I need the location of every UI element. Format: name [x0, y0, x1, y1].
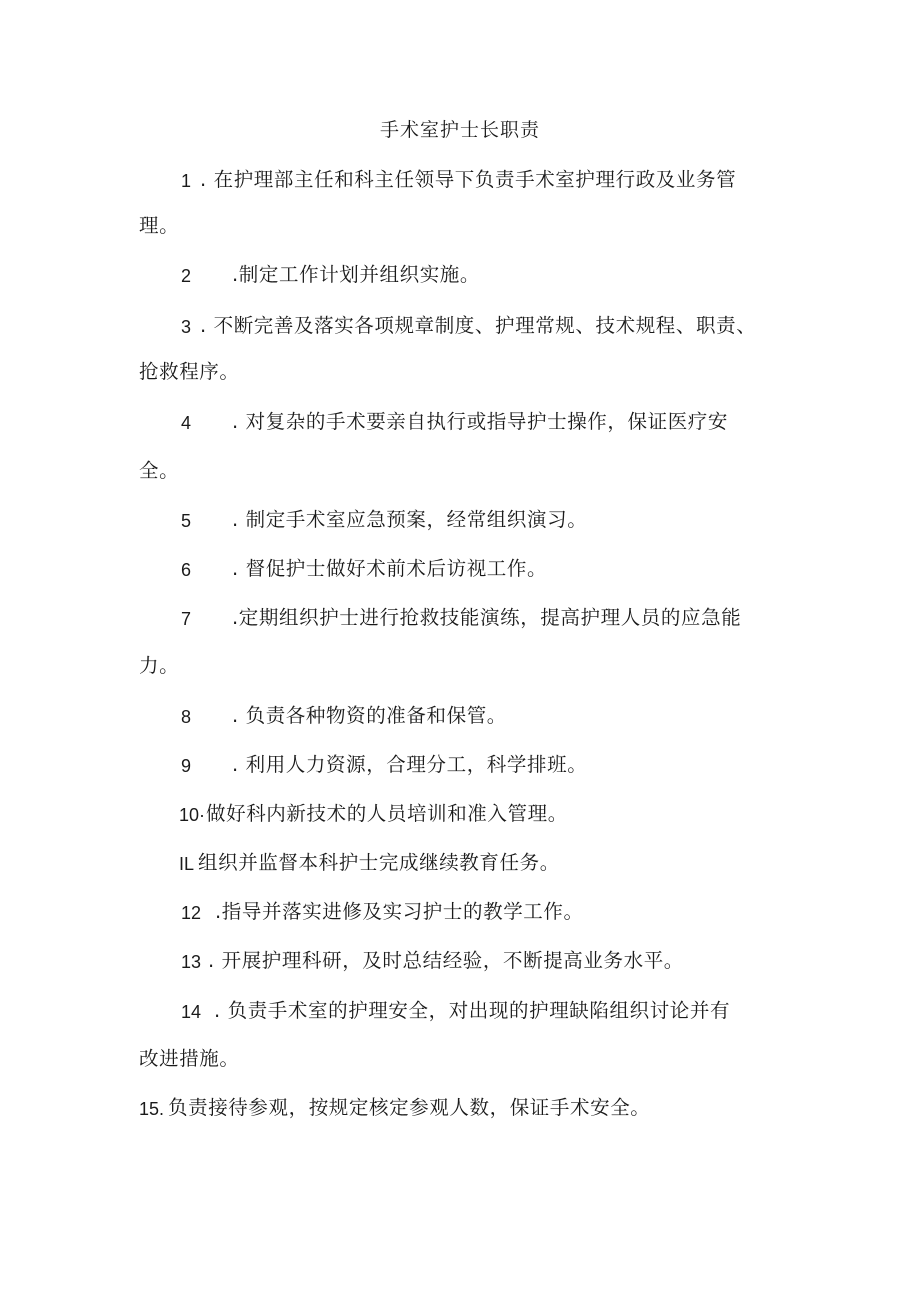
item-10-text: 做好科内新技术的人员培训和准入管理。: [206, 802, 568, 825]
item-6-text: . 督促护士做好术前术后访视工作。: [232, 557, 548, 580]
item-4-continuation: 全。: [139, 459, 180, 482]
item-13-text: . 开展护理科研，及时总结经验，不断提高业务水平。: [208, 949, 684, 972]
item-7-number: 7: [181, 609, 192, 629]
item-10-number: 10·: [179, 805, 206, 825]
item-11-text: 组织并监督本科护士完成继续教育任务。: [198, 851, 560, 874]
item-6-number: 6: [181, 560, 192, 580]
document-title: 手术室护士长职责: [379, 119, 540, 141]
item-12-number: 12: [181, 903, 202, 923]
item-2-number: 2: [181, 266, 192, 286]
item-3-text: . 不断完善及落实各项规章制度、护理常规、技术规程、职责、: [200, 314, 757, 337]
item-5-text: . 制定手术室应急预案，经常组织演习。: [232, 508, 588, 531]
item-8-number: 8: [181, 707, 192, 727]
item-1-continuation: 理。: [139, 214, 180, 237]
item-14-text: . 负责手术室的护理安全，对出现的护理缺陷组织讨论并有: [214, 999, 731, 1022]
item-8-text: . 负责各种物资的准备和保管。: [232, 704, 507, 727]
item-15-number: 15.: [139, 1099, 165, 1119]
item-13-number: 13: [181, 952, 202, 972]
item-9-number: 9: [181, 756, 192, 776]
item-5-number: 5: [181, 511, 192, 531]
item-14-number: 14: [181, 1002, 202, 1022]
item-3-number: 3: [181, 317, 192, 337]
item-2-text: .制定工作计划并组织实施。: [232, 263, 480, 286]
item-1-text: . 在护理部主任和科主任领导下负责手术室护理行政及业务管: [200, 168, 737, 191]
item-3-continuation: 抢救程序。: [139, 360, 240, 383]
item-4-text: . 对复杂的手术要亲自执行或指导护士操作，保证医疗安: [232, 410, 728, 433]
item-7-text: .定期组织护士进行抢救技能演练，提高护理人员的应急能: [232, 606, 742, 629]
item-12-text: .指导并落实进修及实习护士的教学工作。: [215, 900, 584, 923]
item-4-number: 4: [181, 413, 192, 433]
item-15-text: 负责接待参观，按规定核定参观人数，保证手术安全。: [168, 1096, 651, 1119]
item-11-number: IL: [179, 854, 195, 874]
item-14-continuation: 改进措施。: [139, 1047, 240, 1070]
item-9-text: . 利用人力资源，合理分工，科学排班。: [232, 753, 588, 776]
item-7-continuation: 力。: [139, 654, 180, 677]
item-1-number: 1: [181, 171, 192, 191]
